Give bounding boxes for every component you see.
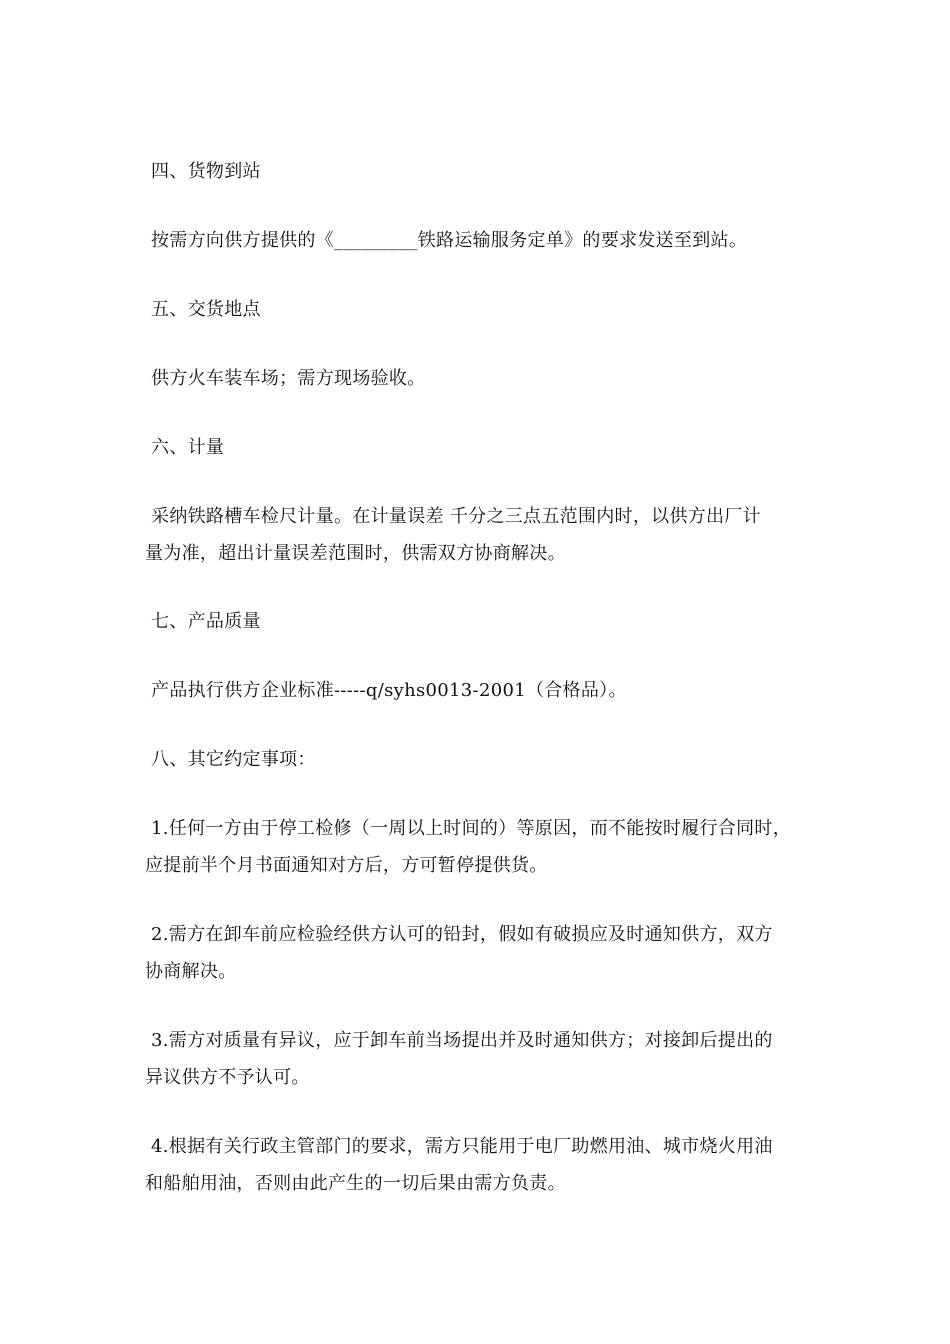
- heading-section-8: 八、其它约定事项：: [145, 749, 316, 770]
- item-3-line-2: 异议供方不予认可。: [145, 1067, 310, 1088]
- item-2-line-2: 协商解决。: [145, 961, 237, 982]
- item-1-line-2: 应提前半个月书面通知对方后，方可暂停提供货。: [145, 855, 548, 876]
- paragraph-section-5: 供方火车装车场；需方现场验收。: [145, 368, 426, 389]
- heading-section-5: 五、交货地点: [145, 299, 261, 320]
- heading-section-4: 四、货物到站: [145, 161, 261, 182]
- item-4-line-1: 4.根据有关行政主管部门的要求，需方只能用于电厂助燃用油、城市烧火用油: [145, 1136, 773, 1157]
- item-3-line-1: 3.需方对质量有异议，应于卸车前当场提出并及时通知供方；对接卸后提出的: [145, 1030, 773, 1051]
- paragraph-section-6-line-1: 采纳铁路槽车检尺计量。在计量误差 千分之三点五范围内时，以供方出厂计: [145, 506, 761, 527]
- item-4-line-2: 和船舶用油，否则由此产生的一切后果由需方负责。: [145, 1173, 566, 1194]
- paragraph-section-7: 产品执行供方企业标准-----q/syhs0013-2001（合格品）。: [145, 680, 627, 701]
- item-2-line-1: 2.需方在卸车前应检验经供方认可的铅封，假如有破损应及时通知供方，双方: [145, 924, 773, 945]
- paragraph-section-4: 按需方向供方提供的《_________铁路运输服务定单》的要求发送至到站。: [145, 230, 748, 251]
- heading-section-7: 七、产品质量: [145, 611, 261, 632]
- paragraph-section-6-line-2: 量为准，超出计量误差范围时，供需双方协商解决。: [145, 543, 566, 564]
- heading-section-6: 六、计量: [145, 437, 225, 458]
- item-1-line-1: 1.任何一方由于停工检修（一周以上时间的）等原因，而不能按时履行合同时，: [145, 818, 791, 839]
